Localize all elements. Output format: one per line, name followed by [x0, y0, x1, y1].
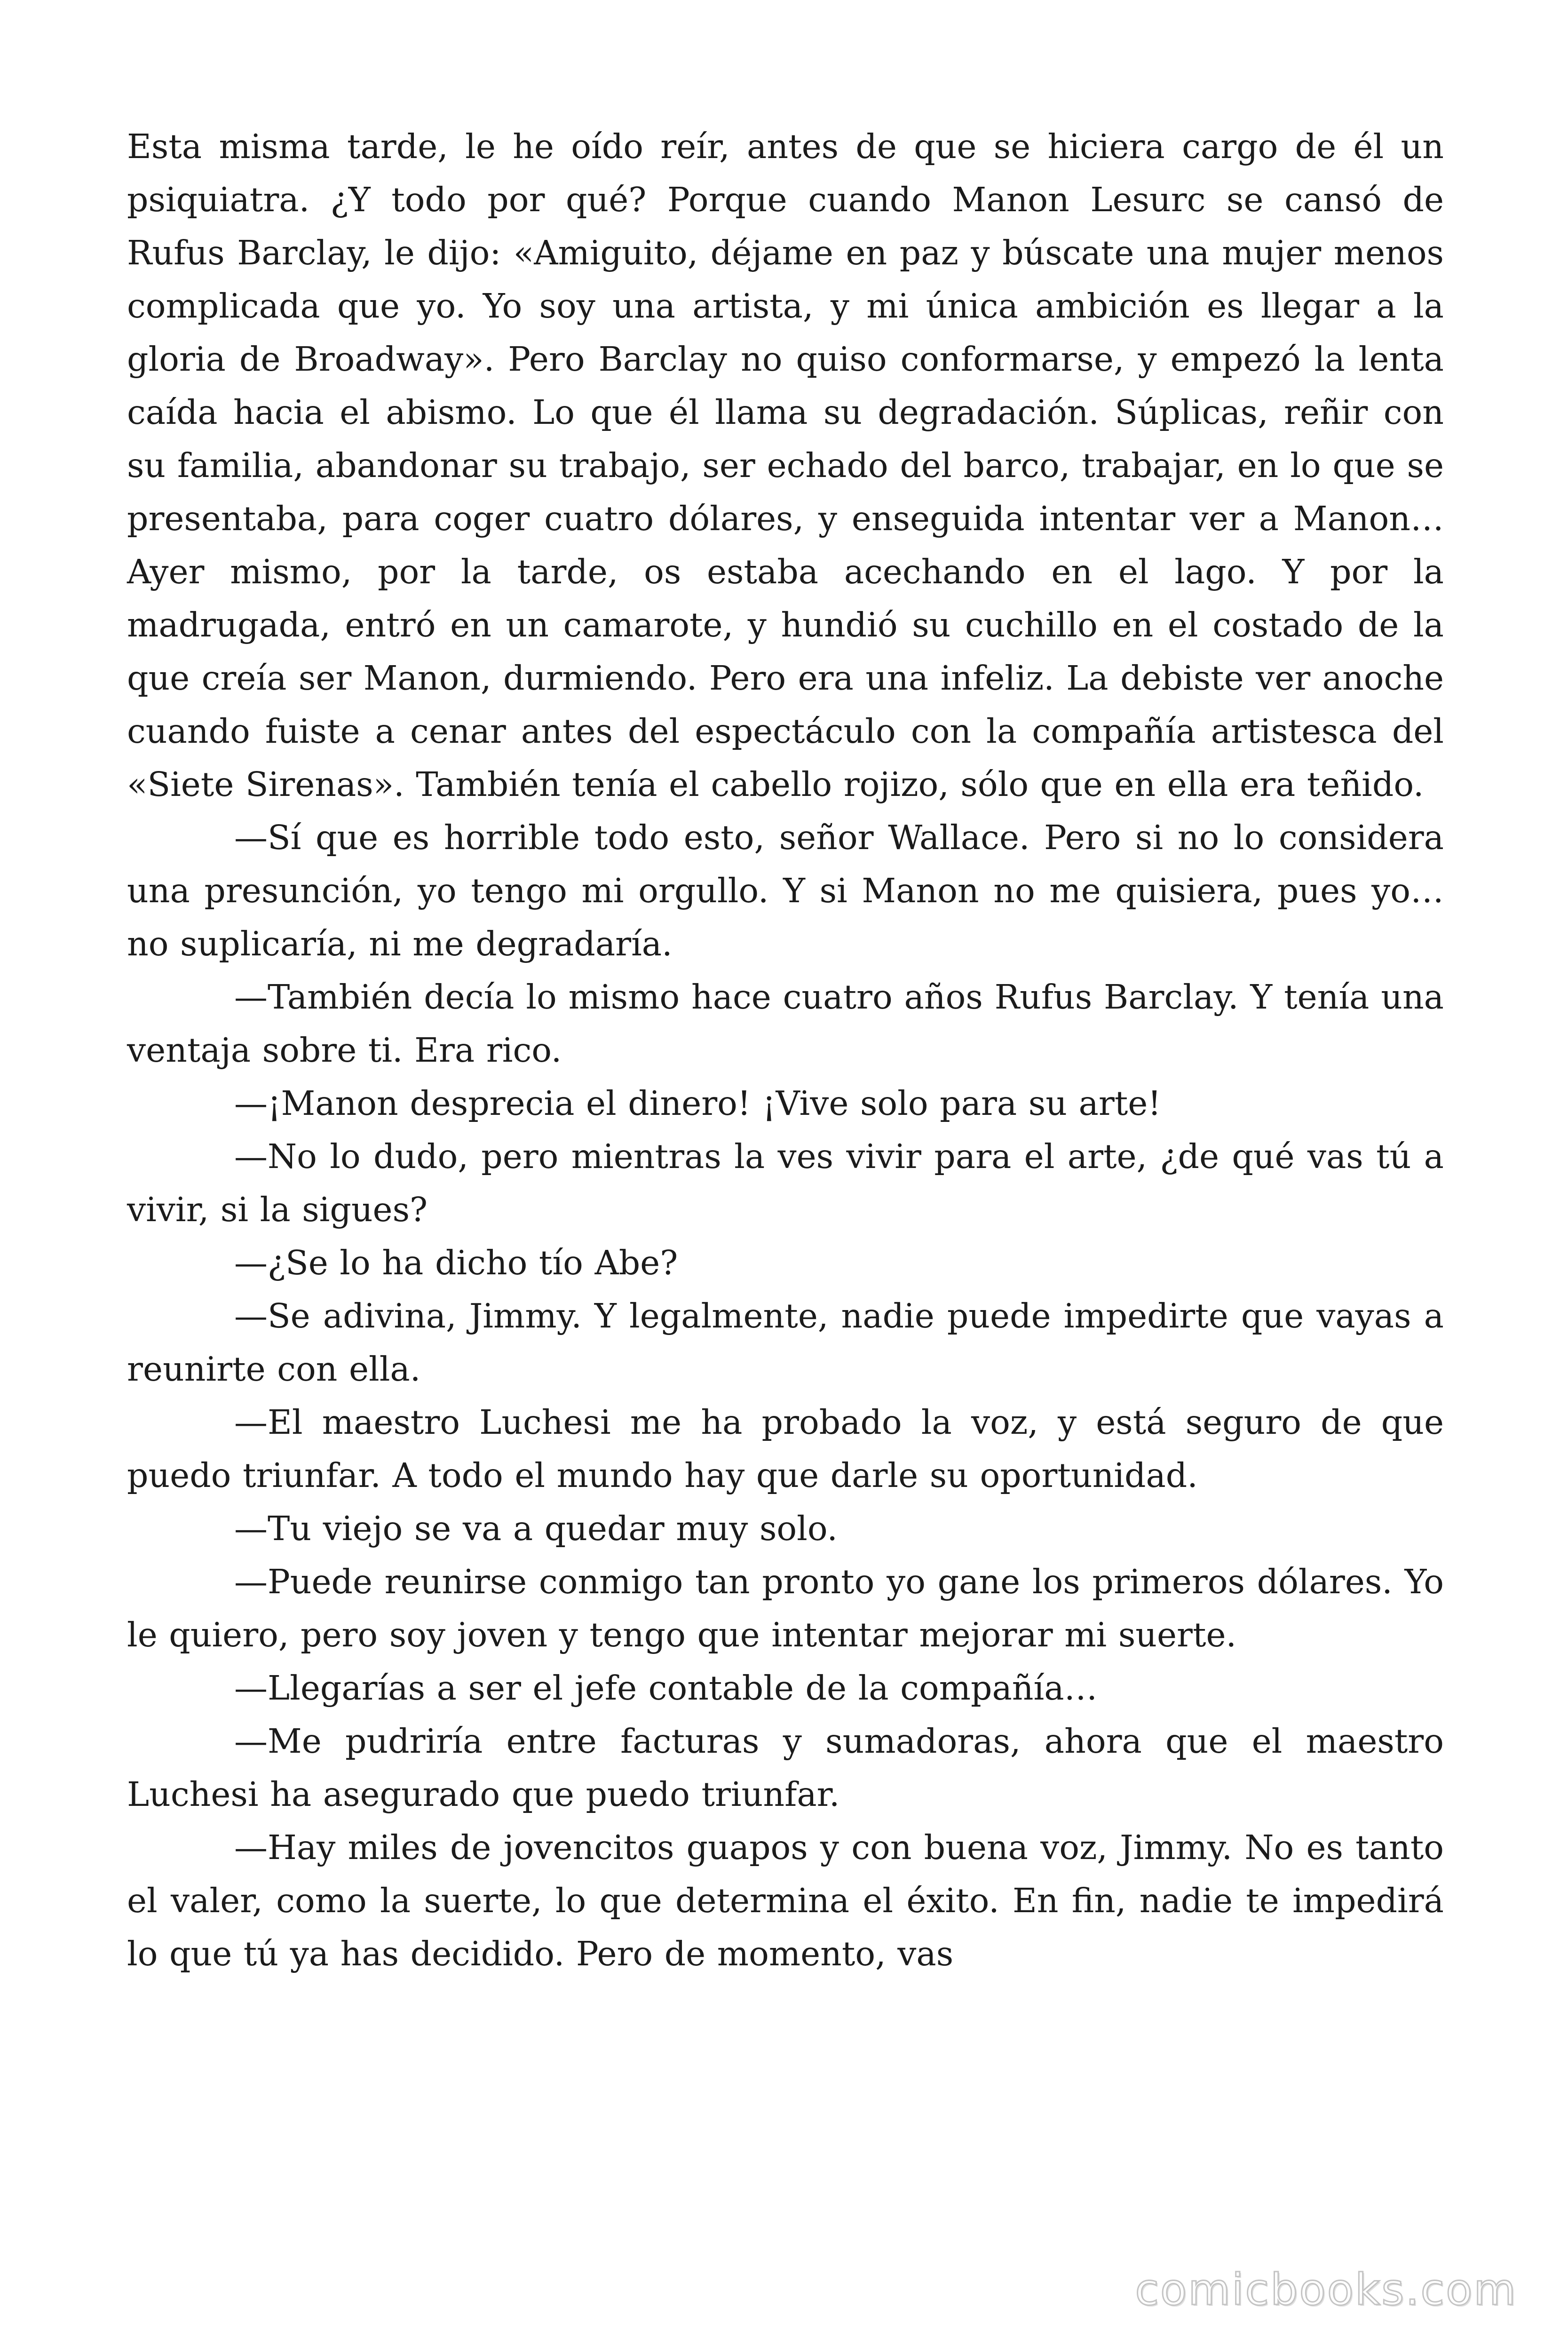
- paragraph: —¡Manon desprecia el dinero! ¡Vive solo para su arte!: [234, 1084, 1161, 1123]
- paragraph: —Tu viejo se va a quedar muy solo.: [234, 1509, 838, 1548]
- paragraph: —Llegarías a ser el jefe contable de la compañía…: [234, 1669, 1098, 1708]
- paragraph: —Hay miles de jovencitos guapos y con buena voz, Jimmy. No es tanto el valer, como la suerte, lo que determina el éxito. En fin, nadie te impedirá lo que tú ya has decidido. Pero de momento, vas: [127, 1828, 1444, 1973]
- paragraph: —Se adivina, Jimmy. Y legalmente, nadie puede impedirte que vayas a reunirte con ella.: [127, 1296, 1444, 1389]
- paragraph: Esta misma tarde, le he oído reír, antes de que se hiciera cargo de él un psiquiatra. ¿Y todo por qué? Porque cuando Manon Lesurc se cansó de Rufus Barclay, le dijo: «Amiguito, déjame en paz y búscate una mujer menos complicada que yo. Yo soy una artista, y mi única ambición es llegar a la gloria de Broadway». Pero Barclay no quiso conformarse, y empezó la lenta caída hacia el abismo. Lo que él llama su degradación. Súplicas, reñir con su familia, abandonar su trabajo, ser echado del barco, trabajar, en lo que se presentaba, para coger cuatro dólares, y enseguida intentar ver a Manon… Ayer mismo, por la tarde, os estaba acechando en el lago. Y por la madrugada, entró en un camarote, y hundió su cuchillo en el costado de la que creía ser Manon, durmiendo. Pero era una infeliz. La debiste ver anoche cuando fuiste a cenar antes del espectáculo con la compañía artistesca del «Siete Sirenas». También tenía el cabello rojizo, sólo que en ella era teñido.: [127, 127, 1444, 804]
- paragraph: —El maestro Luchesi me ha probado la voz, y está seguro de que puedo triunfar. A todo el mundo hay que darle su oportunidad.: [127, 1403, 1444, 1495]
- page-body-text: [127, 120, 1444, 1980]
- paragraph: —Sí que es horrible todo esto, señor Wallace. Pero si no lo considera una presunción, yo tengo mi orgullo. Y si Manon no me quisiera, pues yo… no suplicaría, ni me degradaría.: [127, 818, 1444, 963]
- paragraph: —También decía lo mismo hace cuatro años Rufus Barclay. Y tenía una ventaja sobre ti. Era rico.: [127, 977, 1444, 1070]
- watermark: comicbooks.com: [1135, 2265, 1517, 2315]
- paragraph: —No lo dudo, pero mientras la ves vivir para el arte, ¿de qué vas tú a vivir, si la sigues?: [127, 1137, 1444, 1229]
- paragraph: —Puede reunirse conmigo tan pronto yo gane los primeros dólares. Yo le quiero, pero soy joven y tengo que intentar mejorar mi suerte.: [127, 1562, 1444, 1654]
- paragraph: —¿Se lo ha dicho tío Abe?: [234, 1243, 678, 1282]
- paragraph: —Me pudriría entre facturas y sumadoras, ahora que el maestro Luchesi ha asegurado que puedo triunfar.: [127, 1722, 1444, 1814]
